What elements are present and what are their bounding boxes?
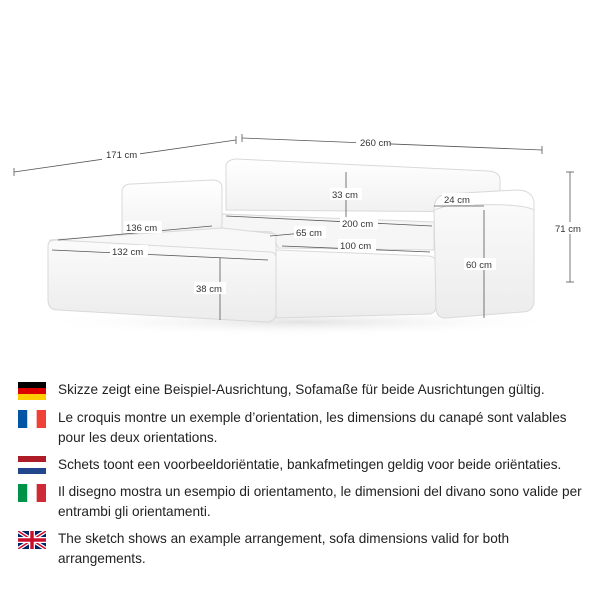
legend-text-fr: Le croquis montre un exemple d’orientation, les dimensions du canapé sont valables pour les deux orientations. bbox=[58, 410, 567, 445]
german-flag-icon bbox=[18, 382, 46, 400]
dim-chaise-depth: 171 cm bbox=[106, 150, 138, 161]
legend-text-en: The sketch shows an example arrangement, sofa dimensions valid for both arrangements. bbox=[58, 531, 510, 566]
legend-text-it: Il disegno mostra un esempio di orientamento, le dimensioni del divano sono valide per entrambi gli orientamenti. bbox=[58, 484, 582, 519]
dim-arm-height: 60 cm bbox=[466, 260, 492, 271]
dim-seat-width-inner: 100 cm bbox=[340, 241, 372, 252]
legend-text-de: Skizze zeigt eine Beispiel-Ausrichtung, Sofamaße für beide Ausrichtungen gültig. bbox=[58, 382, 545, 397]
dim-arm-width: 24 cm bbox=[444, 195, 470, 206]
uk-flag-icon bbox=[18, 531, 46, 549]
dutch-flag-icon bbox=[18, 456, 46, 474]
italian-flag-icon bbox=[18, 484, 46, 502]
dim-seat-width: 200 cm bbox=[342, 219, 374, 230]
dim-back-height: 33 cm bbox=[332, 190, 358, 201]
dim-total-height: 71 cm bbox=[555, 224, 581, 235]
french-flag-icon bbox=[18, 410, 46, 428]
dim-chaise-seat-length: 132 cm bbox=[112, 247, 144, 258]
dim-total-width: 260 cm bbox=[360, 138, 392, 149]
dim-seat-depth: 65 cm bbox=[296, 228, 322, 239]
dim-chaise-length: 136 cm bbox=[126, 223, 158, 234]
dim-seat-height: 38 cm bbox=[196, 284, 222, 295]
legend-text-nl: Schets toont een voorbeeldoriëntatie, bankafmetingen geldig voor beide oriëntaties. bbox=[58, 457, 562, 472]
